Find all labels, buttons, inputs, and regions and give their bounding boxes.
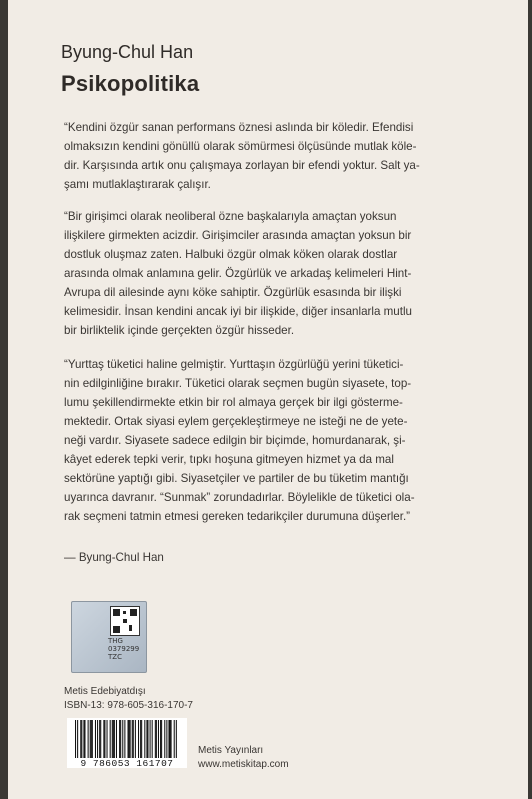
- quote-line: dir. Karşısında artık onu çalışmaya zorlayan bir efendi yoktur. Salt ya-: [64, 159, 420, 172]
- quote-1: [64, 118, 484, 194]
- quote-3: [64, 355, 484, 526]
- quote-line: “Yurttaş tüketici haline gelmiştir. Yurttaşın özgürlüğü yerini tüketici-: [64, 358, 404, 371]
- author-name: Byung-Chul Han: [61, 42, 194, 62]
- isbn: ISBN-13: 978-605-316-170-7: [64, 700, 193, 711]
- quote-line: “Kendini özgür sanan performans öznesi aslında bir köledir. Efendisi: [64, 121, 414, 134]
- quote-line: kâyet ederek tepki verir, tıpkı hoşuna gitmeyen hizmet ya da mal: [64, 453, 394, 466]
- quote-line: mektedir. Ortak siyasi eylem gerçekleştirmeye ne isteği ne de yete-: [64, 415, 408, 428]
- barcode: [67, 718, 187, 768]
- publisher-info: [198, 744, 289, 772]
- barcode-bars-icon: [75, 720, 179, 758]
- quote-line: kelimesidir. İnsan kendini ancak iyi bir ilişkide, diğer insanlarla mutlu: [64, 305, 412, 318]
- imprint-info: [64, 685, 193, 713]
- quote-line: uyarınca davranır. “Sunmak” zorundadırlar. Böylelikle de tüketici ola-: [64, 491, 415, 504]
- sticker-code: THG 0379299 TZC: [108, 637, 140, 661]
- quote-line: rak seçmeni tatmin etmesi gereken tedarikçiler durumuna düşerler.”: [64, 510, 411, 523]
- quote-line: neği vardır. Siyasete sadece edilgin bir biçimde, homurdanarak, şi-: [64, 434, 406, 447]
- quote-line: sektörüne yaptığı gibi. Siyasetçiler ve partiler de bu tüketim mantığı: [64, 472, 409, 485]
- quote-line: olmaksızın kendini gönüllü olarak sömürmesi ölçüsünde mutlak köle-: [64, 140, 417, 153]
- barcode-number: 9 786053 161707: [80, 758, 174, 769]
- series-name: Metis Edebiyatdışı: [64, 686, 146, 697]
- quote-line: “Bir girişimci olarak neoliberal özne başkalarıyla amaçtan yoksun: [64, 210, 397, 223]
- quote-line: bir birliktelik içinde gerçekten özgür hisseder.: [64, 324, 295, 337]
- quote-line: nin edilginliğine bırakır. Tüketici olarak seçmen bugün siyasete, top-: [64, 377, 412, 390]
- quote-attribution: — Byung-Chul Han: [64, 551, 164, 564]
- quote-line: şamı mutlaklaştırarak çalışır.: [64, 178, 211, 191]
- book-title: Psikopolitika: [61, 71, 200, 96]
- quote-line: arasında olmak anlamına gelir. Özgürlük ve arkadaş kelimeleri Hint-: [64, 267, 412, 280]
- quote-line: Avrupa dil ailesinde aynı köke sahiptir. Özgürlük esasında bir ilişki: [64, 286, 402, 299]
- qr-code-icon: [110, 606, 140, 636]
- quote-line: ilişkilere girmekten acizdir. Girişimciler arasında amaçtan yoksun bir: [64, 229, 412, 242]
- publisher-name: Metis Yayınları: [198, 745, 264, 756]
- quote-2: [64, 207, 484, 340]
- publisher-url: www.metiskitap.com: [198, 759, 289, 770]
- ministry-band-sticker: [71, 601, 147, 673]
- back-cover: [8, 0, 528, 799]
- quote-line: lumu şekillendirmekte etkin bir rol almaya gerçek bir ilgi gösterme-: [64, 396, 403, 409]
- quote-line: dostluk oluşmaz zaten. Halbuki özgür olmak köken olarak dostlar: [64, 248, 398, 261]
